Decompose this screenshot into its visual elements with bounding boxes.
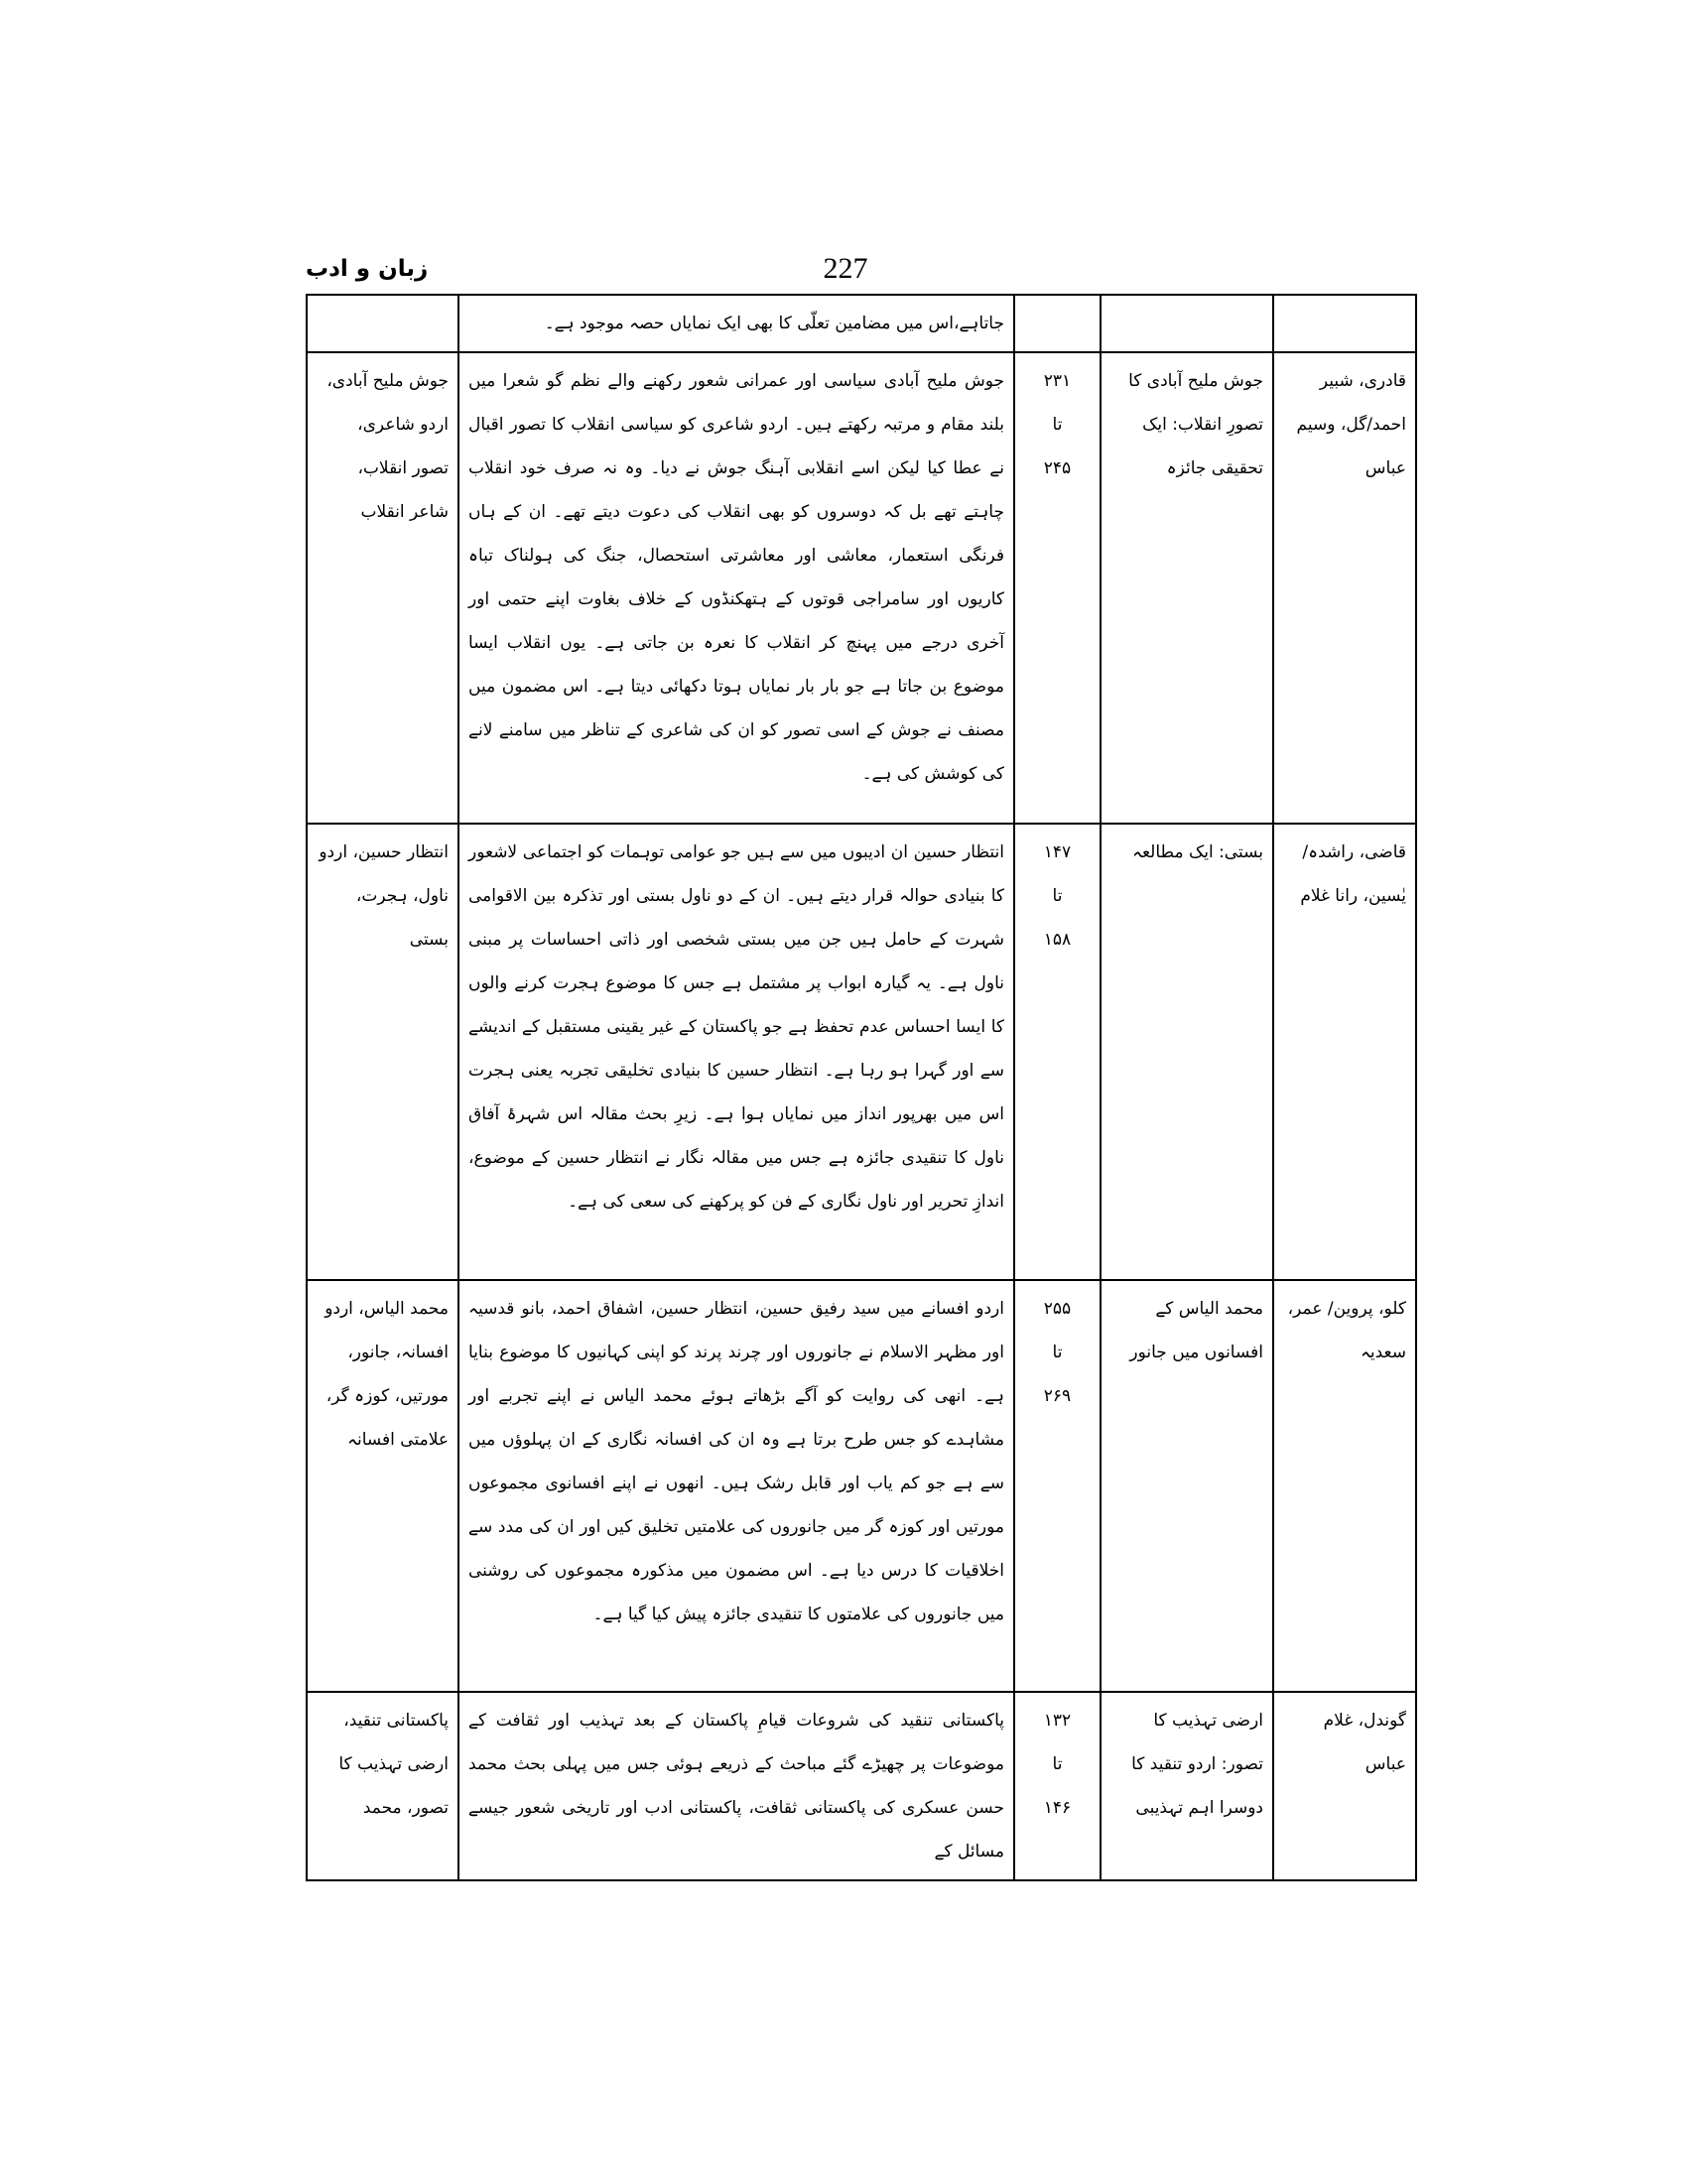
title-cell: محمد الیاس کے افسانوں میں جانور xyxy=(1101,1280,1273,1692)
page-to: تا xyxy=(1052,1343,1063,1362)
page-through: ۱۴۶ xyxy=(1043,1798,1072,1818)
page-to: تا xyxy=(1052,415,1063,435)
page-header xyxy=(306,248,1385,290)
pages-cell xyxy=(1014,824,1101,1280)
bibliography-table xyxy=(306,294,1417,1881)
page-number: 227 xyxy=(823,252,868,285)
abstract-cell: جوش ملیح آبادی سیاسی اور عمرانی شعور رکھنے والے نظم گو شعرا میں بلند مقام و مرتبہ رکھتے ہیں۔ اردو شاعری کو سیاسی انقلاب کا تصور اقبال نے عطا کیا لیکن اسے انقلابی آہنگ جوش نے دیا۔ وہ نہ صرف خود انقلاب چاہتے تھے بل کہ دوسروں کو بھی انقلاب کی دعوت دیتے تھے۔ ان کے ہاں فرنگی استعمار، معاشی اور معاشرتی استحصال، جنگ کی ہولناک تباہ کاریوں اور سامراجی قوتوں کے ہتھکنڈوں کے خلاف بغاوت اپنے حتمی اور آخری درجے میں پہنچ کر انقلاب کا نعرہ بن جاتی ہے۔ یوں انقلاب ایسا موضوع بن جاتا ہے جو بار بار نمایاں ہوتا دکھائی دیتا ہے۔ اس مضمون میں مصنف نے جوش کے اسی تصور کو ان کی شاعری کے تناظر میں سامنے لانے کی کوشش کی ہے۔ xyxy=(458,352,1014,824)
table-row xyxy=(307,824,1416,1280)
keywords-cell: انتظار حسین، اردو ناول، ہجرت، بستی xyxy=(307,824,458,1280)
pages-cell xyxy=(1014,352,1101,824)
abstract-cell: انتظار حسین ان ادیبوں میں سے ہیں جو عوامی توہمات کو اجتماعی لاشعور کا بنیادی حوالہ قرار دیتے ہیں۔ ان کے دو ناول بستی اور تذکرہ بین الاقوامی شہرت کے حامل ہیں جن میں بستی شخصی اور ذاتی احساسات پر مبنی ناول ہے۔ یہ گیارہ ابواب پر مشتمل ہے جس کا موضوع ہجرت کرنے والوں کا ایسا احساس عدم تحفظ ہے جو پاکستان کے غیر یقینی مستقبل کے اندیشے سے اور گہرا ہو رہا ہے۔ انتظار حسین کا بنیادی تخلیقی تجربہ یعنی ہجرت اس میں بھرپور انداز میں نمایاں ہوا ہے۔ زیرِ بحث مقالہ اس شہرۂ آفاق ناول کا تنقیدی جائزہ ہے جس میں مقالہ نگار نے انتظار حسین کے موضوع، اندازِ تحریر اور ناول نگاری کے فن کو پرکھنے کی سعی کی ہے۔ xyxy=(458,824,1014,1280)
pages-cell xyxy=(1014,295,1101,352)
author-cell: گوندل، غلام عباس xyxy=(1273,1692,1416,1880)
journal-title: زبان و ادب xyxy=(306,256,429,282)
title-cell: ارضی تہذیب کا تصور: اردو تنقید کا دوسرا اہم تہذیبی xyxy=(1101,1692,1273,1880)
table-row xyxy=(307,352,1416,824)
page-through: ۲۶۹ xyxy=(1043,1386,1072,1406)
table-row xyxy=(307,295,1416,352)
keywords-cell: محمد الیاس، اردو افسانہ، جانور، مورتیں، کوزہ گر، علامتی افسانہ xyxy=(307,1280,458,1692)
page-from: ۱۳۲ xyxy=(1043,1711,1072,1731)
author-cell xyxy=(1273,295,1416,352)
page-through: ۲۴۵ xyxy=(1043,458,1072,478)
author-cell: کلو، پروین/ عمر، سعدیہ xyxy=(1273,1280,1416,1692)
keywords-cell xyxy=(307,295,458,352)
keywords-cell: جوش ملیح آبادی، اردو شاعری، تصور انقلاب، شاعر انقلاب xyxy=(307,352,458,824)
page-to: تا xyxy=(1052,1754,1063,1774)
page-to: تا xyxy=(1052,886,1063,906)
page-through: ۱۵۸ xyxy=(1043,930,1072,950)
abstract-cell: جاتاہے،اس میں مضامین تعلّی کا بھی ایک نمایاں حصہ موجود ہے۔ xyxy=(458,295,1014,352)
title-cell xyxy=(1101,295,1273,352)
table-row xyxy=(307,1280,1416,1692)
author-cell: قادری، شبیر احمد/گل، وسیم عباس xyxy=(1273,352,1416,824)
pages-cell xyxy=(1014,1692,1101,1880)
abstract-cell: اردو افسانے میں سید رفیق حسین، انتظار حسین، اشفاق احمد، بانو قدسیہ اور مظہر الاسلام نے جانوروں اور چرند پرند کو اپنی کہانیوں کا موضوع بنایا ہے۔ انھی کی روایت کو آگے بڑھاتے ہوئے محمد الیاس نے اپنے تجربے اور مشاہدے کو جس طرح برتا ہے وہ ان کی افسانہ نگاری کے ان پہلوؤں میں سے ہے جو کم یاب اور قابل رشک ہیں۔ انھوں نے اپنے افسانوی مجموعوں مورتیں اور کوزہ گر میں جانوروں کی علامتیں تخلیق کیں اور ان کی مدد سے اخلاقیات کا درس دیا ہے۔ اس مضمون میں مذکورہ مجموعوں کی روشنی میں جانوروں کی علامتوں کا تنقیدی جائزہ پیش کیا گیا ہے۔ xyxy=(458,1280,1014,1692)
title-cell: بستی: ایک مطالعہ xyxy=(1101,824,1273,1280)
author-cell: قاضی، راشدہ/ یٰسین، رانا غلام xyxy=(1273,824,1416,1280)
page-from: ۲۳۱ xyxy=(1043,371,1072,391)
page-from: ۱۴۷ xyxy=(1043,842,1072,862)
title-cell: جوش ملیح آبادی کا تصورِ انقلاب: ایک تحقیقی جائزہ xyxy=(1101,352,1273,824)
pages-cell xyxy=(1014,1280,1101,1692)
page-from: ۲۵۵ xyxy=(1043,1299,1072,1319)
keywords-cell: پاکستانی تنقید، ارضی تہذیب کا تصور، محمد xyxy=(307,1692,458,1880)
abstract-cell: پاکستانی تنقید کی شروعات قیامِ پاکستان کے بعد تہذیب اور ثقافت کے موضوعات پر چھیڑے گئے مباحث کے ذریعے ہوئی جس میں پہلی بحث محمد حسن عسکری کی پاکستانی ثقافت، پاکستانی ادب اور تاریخی شعور جیسے مسائل کے xyxy=(458,1692,1014,1880)
table-row xyxy=(307,1692,1416,1880)
